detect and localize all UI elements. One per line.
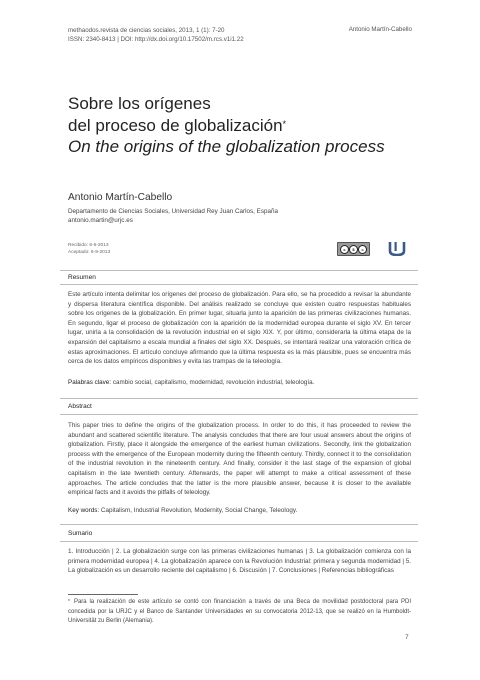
abstract-heading: Abstract bbox=[68, 403, 92, 410]
article-dates bbox=[68, 243, 110, 256]
resumen-text: Este artículo intenta delimitar los orígenes del proceso de globalización. Para ello, se ha procedido a revisar la abundante y dispersa literatura científica disponible. Del análisis realizado se concluye que existen cuatro respuestas habituales sobre los orígenes de la globalización. En primer lugar, situarla junto la aparición de las primeras civilizaciones humanas. En segundo, ligar el proceso de globalización con la aparición de la modernidad europea durante el siglo XV. En tercer lugar, unirla a la consolidación de la revolución industrial en el siglo XIX. Y, por último, considerarla la última etapa de la expansión del capitalismo a escala mundial a finales del siglo XX. Después, se intentará realizar una valoración crítica de estas aproximaciones. El artículo concluye afirmando que la última respuesta es la más plausible, pues se encuentra más cerca de los datos empíricos disponibles y evita las trampas de la teleología. bbox=[68, 291, 411, 366]
key-words-text: Capitalism, Industrial Revolution, Modernity, Social Change, Teleology. bbox=[100, 507, 298, 514]
issn-doi: ISSN: 2340-8413 | DOI: http://dx.doi.org/10.17502/m.rcs.v1i1.22 bbox=[68, 36, 244, 43]
divider bbox=[60, 270, 418, 271]
title-line-2: del proceso de globalización* bbox=[68, 116, 287, 135]
abstract-text: This paper tries to define the origins of the globalization process. In order to do this, it has proceeded to review the abundant and scattered scientific literature. The analysis concludes that there are four usual answers about the origins of globalization. Firstly, place it alongside the emergence of the earliest human civilizations. Secondly, link the globalization process with the emergence of the European modernity during the fifteenth century. Thirdly, connect it to the consolidation of the industrial revolution in the nineteenth century. And finally, consider it the last stage of the expansion of global capitalism in the late twentieth century. Afterwards, the paper will attempt to make a critical assessment of these approaches. The article concludes that the latter is the more plausible answer, because it is closer to the available empirical facts and it avoids the pitfalls of teleology. bbox=[68, 422, 411, 497]
author-affiliation-block bbox=[68, 207, 278, 225]
page-number: 7 bbox=[405, 634, 409, 641]
creative-commons-icon[interactable] bbox=[337, 242, 370, 256]
divider bbox=[60, 284, 418, 285]
cc-by-icon: c bbox=[340, 245, 349, 254]
palabras-clave bbox=[68, 378, 411, 387]
title-footnote-mark: * bbox=[282, 119, 287, 129]
resumen-heading: Resumen bbox=[68, 274, 96, 281]
key-words bbox=[68, 506, 411, 515]
title-line-1: Sobre los orígenes bbox=[68, 94, 211, 113]
footnote-text: Para la realización de este artículo se contó con financiación a través de una Beca de movilidad postdoctoral para PDI concedida por la URJC y el Banco de Santander Universidades en su convocatoria 2012-13, que se realizó en la Humboldt-Universität zu Berlin (Alemania). bbox=[68, 599, 411, 624]
author-email[interactable]: antonio.martin@urjc.es bbox=[68, 217, 133, 224]
palabras-clave-label: Palabras clave: bbox=[68, 379, 112, 386]
cc-sa-icon: = bbox=[358, 245, 367, 254]
english-title: On the origins of the globalization process bbox=[68, 137, 385, 156]
journal-logo-icon bbox=[388, 241, 406, 256]
divider bbox=[60, 414, 418, 415]
accepted-date: Aceptado: 6-9-2013 bbox=[68, 249, 111, 255]
footnote-mark: * bbox=[68, 599, 70, 605]
article-title bbox=[68, 93, 428, 137]
sumario-text: 1. Introducción | 2. La globalización surge con las primeras civilizaciones humanas | 3. La globalización comienza con la primera modernidad europea | 4. La globalización aparece con la Revolución Industrial: primera y segunda modernidad | 5. La globalización es un desarrollo reciente del capitalismo | 6. Discusión | 7. Conclusiones | Referencias bibliográficas bbox=[68, 548, 411, 575]
palabras-clave-text: cambio social, capitalismo, modernidad, revolución industrial, teleología. bbox=[112, 379, 315, 386]
divider bbox=[60, 541, 418, 542]
key-words-label: Key words: bbox=[68, 507, 100, 514]
affiliation: Departamento de Ciencias Sociales, Universidad Rey Juan Carlos, España bbox=[68, 208, 279, 215]
divider bbox=[60, 398, 418, 399]
footnote-rule bbox=[68, 594, 138, 595]
cc-nc-icon: $ bbox=[349, 245, 358, 254]
journal-citation: methaodos.revista de ciencias sociales, 2013, 1 (1): 7-20 bbox=[68, 27, 225, 34]
running-header bbox=[68, 26, 244, 44]
sumario-heading: Sumario bbox=[68, 530, 93, 537]
running-header-author: Antonio Martín-Cabello bbox=[348, 26, 412, 33]
divider bbox=[60, 524, 418, 525]
footnote bbox=[68, 598, 411, 627]
received-date: Recibido: 6-5-2013 bbox=[68, 243, 109, 248]
author-name: Antonio Martín-Cabello bbox=[68, 192, 173, 203]
